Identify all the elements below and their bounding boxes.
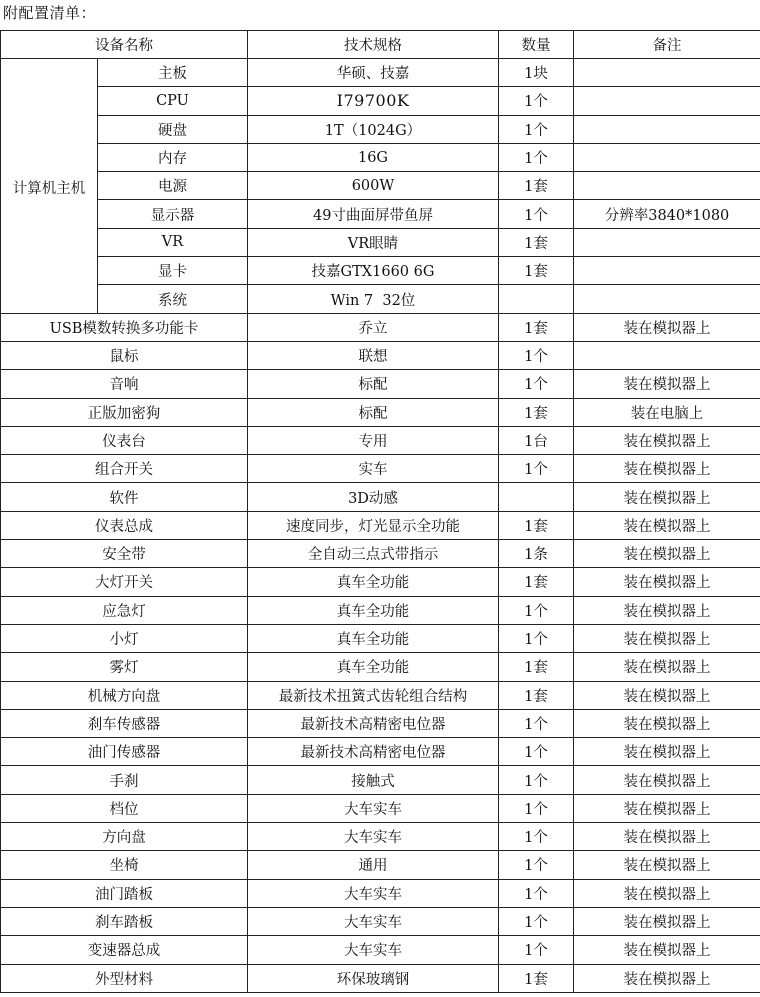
table-row [1, 907, 760, 935]
cell-spec: 大车实车 [248, 823, 499, 851]
cell-name: 安全带 [1, 540, 248, 568]
group-label-computer-host: 计算机主机 [1, 59, 98, 314]
cell-spec: 大车实车 [248, 936, 499, 964]
cell-spec: 通用 [248, 851, 499, 879]
cell-note: 装在模拟器上 [574, 851, 760, 879]
cell-qty: 1个 [499, 936, 574, 964]
cell-note: 分辨率3840*1080 [574, 200, 760, 228]
cell-note: 装在模拟器上 [574, 794, 760, 822]
table-row [1, 540, 760, 568]
cell-name: 显卡 [98, 257, 248, 285]
cell-qty: 1套 [499, 681, 574, 709]
cell-name: 组合开关 [1, 455, 248, 483]
cell-qty: 1个 [499, 766, 574, 794]
cell-spec: 600W [248, 172, 499, 200]
cell-spec: 专用 [248, 426, 499, 454]
cell-name: 手刹 [1, 766, 248, 794]
cell-name: 硬盘 [98, 115, 248, 143]
table-row [1, 596, 760, 624]
table-body [1, 59, 760, 993]
table-row [1, 143, 760, 171]
cell-qty: 1个 [499, 907, 574, 935]
table-row [1, 341, 760, 369]
cell-note: 装在模拟器上 [574, 907, 760, 935]
cell-spec: 技嘉GTX1660 6G [248, 257, 499, 285]
table-row [1, 257, 760, 285]
cell-qty: 1个 [499, 200, 574, 228]
table-row [1, 483, 760, 511]
header-qty: 数量 [499, 31, 574, 59]
cell-name: VR [98, 228, 248, 256]
cell-qty: 1套 [499, 653, 574, 681]
cell-note: 装在电脑上 [574, 398, 760, 426]
cell-qty [499, 285, 574, 313]
cell-name: 系统 [98, 285, 248, 313]
cell-spec: 联想 [248, 341, 499, 369]
cell-note: 装在模拟器上 [574, 540, 760, 568]
cell-spec: 真车全功能 [248, 653, 499, 681]
cell-note: 装在模拟器上 [574, 568, 760, 596]
cell-qty: 1块 [499, 59, 574, 87]
cell-name: 鼠标 [1, 341, 248, 369]
cell-spec: 大车实车 [248, 794, 499, 822]
cell-note: 装在模拟器上 [574, 653, 760, 681]
cell-note: 装在模拟器上 [574, 455, 760, 483]
cell-note: 装在模拟器上 [574, 313, 760, 341]
cell-note: 装在模拟器上 [574, 483, 760, 511]
cell-qty: 1套 [499, 257, 574, 285]
cell-name: 坐椅 [1, 851, 248, 879]
cell-qty: 1个 [499, 794, 574, 822]
cell-name: 音响 [1, 370, 248, 398]
cell-qty: 1个 [499, 87, 574, 115]
cell-spec: 标配 [248, 398, 499, 426]
cell-name: 电源 [98, 172, 248, 200]
table-row [1, 794, 760, 822]
cell-note [574, 172, 760, 200]
cell-qty: 1套 [499, 568, 574, 596]
cell-name: 雾灯 [1, 653, 248, 681]
cell-spec: 49寸曲面屏带鱼屏 [248, 200, 499, 228]
cell-qty: 1套 [499, 228, 574, 256]
cell-note [574, 87, 760, 115]
table-row [1, 87, 760, 115]
cell-qty: 1套 [499, 398, 574, 426]
table-row [1, 709, 760, 737]
cell-name: 内存 [98, 143, 248, 171]
cell-note: 装在模拟器上 [574, 738, 760, 766]
table-row [1, 879, 760, 907]
cell-note: 装在模拟器上 [574, 511, 760, 539]
cell-qty: 1个 [499, 738, 574, 766]
cell-spec: 全自动三点式带指示 [248, 540, 499, 568]
cell-note: 装在模拟器上 [574, 624, 760, 652]
table-row [1, 59, 760, 87]
list-caption: 附配置清单： [3, 4, 97, 22]
table-row [1, 851, 760, 879]
table-row [1, 455, 760, 483]
cell-qty: 1套 [499, 964, 574, 992]
cell-name: 变速器总成 [1, 936, 248, 964]
cell-spec: 最新技术高精密电位器 [248, 709, 499, 737]
table-row [1, 172, 760, 200]
cell-spec: 大车实车 [248, 907, 499, 935]
cell-note: 装在模拟器上 [574, 681, 760, 709]
cell-name: 油门踏板 [1, 879, 248, 907]
cell-name: 显示器 [98, 200, 248, 228]
cell-name: CPU [98, 87, 248, 115]
table-row [1, 511, 760, 539]
cell-note: 装在模拟器上 [574, 766, 760, 794]
cell-qty [499, 483, 574, 511]
cell-qty: 1个 [499, 370, 574, 398]
cell-spec: 标配 [248, 370, 499, 398]
table-row [1, 313, 760, 341]
table-row [1, 115, 760, 143]
table-row [1, 823, 760, 851]
cell-qty: 1个 [499, 341, 574, 369]
table-row [1, 653, 760, 681]
cell-note [574, 257, 760, 285]
cell-name: 仪表台 [1, 426, 248, 454]
cell-spec: 环保玻璃钢 [248, 964, 499, 992]
cell-qty: 1个 [499, 823, 574, 851]
cell-qty: 1个 [499, 879, 574, 907]
table-row [1, 568, 760, 596]
cell-spec: 真车全功能 [248, 568, 499, 596]
cell-name: 档位 [1, 794, 248, 822]
cell-note: 装在模拟器上 [574, 879, 760, 907]
cell-spec: I79700K [248, 87, 499, 115]
cell-name: 大灯开关 [1, 568, 248, 596]
cell-spec: 大车实车 [248, 879, 499, 907]
table-row [1, 738, 760, 766]
cell-note: 装在模拟器上 [574, 964, 760, 992]
cell-note: 装在模拟器上 [574, 426, 760, 454]
cell-note: 装在模拟器上 [574, 370, 760, 398]
cell-spec: 乔立 [248, 313, 499, 341]
cell-note [574, 59, 760, 87]
cell-spec: 16G [248, 143, 499, 171]
table-header-row [1, 31, 760, 59]
table-row [1, 936, 760, 964]
table-row [1, 681, 760, 709]
cell-spec: 3D动感 [248, 483, 499, 511]
cell-note [574, 228, 760, 256]
cell-note [574, 143, 760, 171]
cell-qty: 1个 [499, 143, 574, 171]
cell-spec: 接触式 [248, 766, 499, 794]
cell-note [574, 115, 760, 143]
cell-name: 软件 [1, 483, 248, 511]
cell-name: 正版加密狗 [1, 398, 248, 426]
cell-spec: Win 7 32位 [248, 285, 499, 313]
cell-name: 仪表总成 [1, 511, 248, 539]
cell-qty: 1台 [499, 426, 574, 454]
cell-spec: 最新技术扭簧式齿轮组合结构 [248, 681, 499, 709]
cell-name: 刹车传感器 [1, 709, 248, 737]
cell-spec: 实车 [248, 455, 499, 483]
table-row [1, 426, 760, 454]
cell-qty: 1个 [499, 709, 574, 737]
cell-qty: 1条 [499, 540, 574, 568]
cell-spec: VR眼睛 [248, 228, 499, 256]
table-row [1, 200, 760, 228]
cell-name: 主板 [98, 59, 248, 87]
table-row [1, 228, 760, 256]
cell-qty: 1套 [499, 313, 574, 341]
cell-name: 油门传感器 [1, 738, 248, 766]
table-row [1, 370, 760, 398]
cell-name: 方向盘 [1, 823, 248, 851]
cell-name: 刹车踏板 [1, 907, 248, 935]
cell-qty: 1个 [499, 455, 574, 483]
header-spec: 技术规格 [248, 31, 499, 59]
table-row [1, 964, 760, 992]
cell-qty: 1个 [499, 115, 574, 143]
cell-spec: 华硕、技嘉 [248, 59, 499, 87]
table-row [1, 285, 760, 313]
cell-qty: 1套 [499, 172, 574, 200]
cell-name: 外型材料 [1, 964, 248, 992]
header-note: 备注 [574, 31, 760, 59]
cell-name: USB模数转换多功能卡 [1, 313, 248, 341]
cell-qty: 1个 [499, 851, 574, 879]
table-row [1, 766, 760, 794]
cell-spec: 速度同步，灯光显示全功能 [248, 511, 499, 539]
cell-note: 装在模拟器上 [574, 709, 760, 737]
cell-note: 装在模拟器上 [574, 596, 760, 624]
cell-note [574, 341, 760, 369]
cell-note: 装在模拟器上 [574, 936, 760, 964]
cell-spec: 真车全功能 [248, 596, 499, 624]
cell-note [574, 285, 760, 313]
cell-name: 机械方向盘 [1, 681, 248, 709]
cell-spec: 最新技术高精密电位器 [248, 738, 499, 766]
table-row [1, 398, 760, 426]
cell-qty: 1个 [499, 624, 574, 652]
cell-name: 应急灯 [1, 596, 248, 624]
cell-qty: 1套 [499, 511, 574, 539]
header-device-name: 设备名称 [1, 31, 248, 59]
cell-name: 小灯 [1, 624, 248, 652]
cell-spec: 真车全功能 [248, 624, 499, 652]
cell-note: 装在模拟器上 [574, 823, 760, 851]
configuration-table [0, 30, 760, 993]
cell-spec: 1T（1024G） [248, 115, 499, 143]
table-row [1, 624, 760, 652]
cell-qty: 1个 [499, 596, 574, 624]
